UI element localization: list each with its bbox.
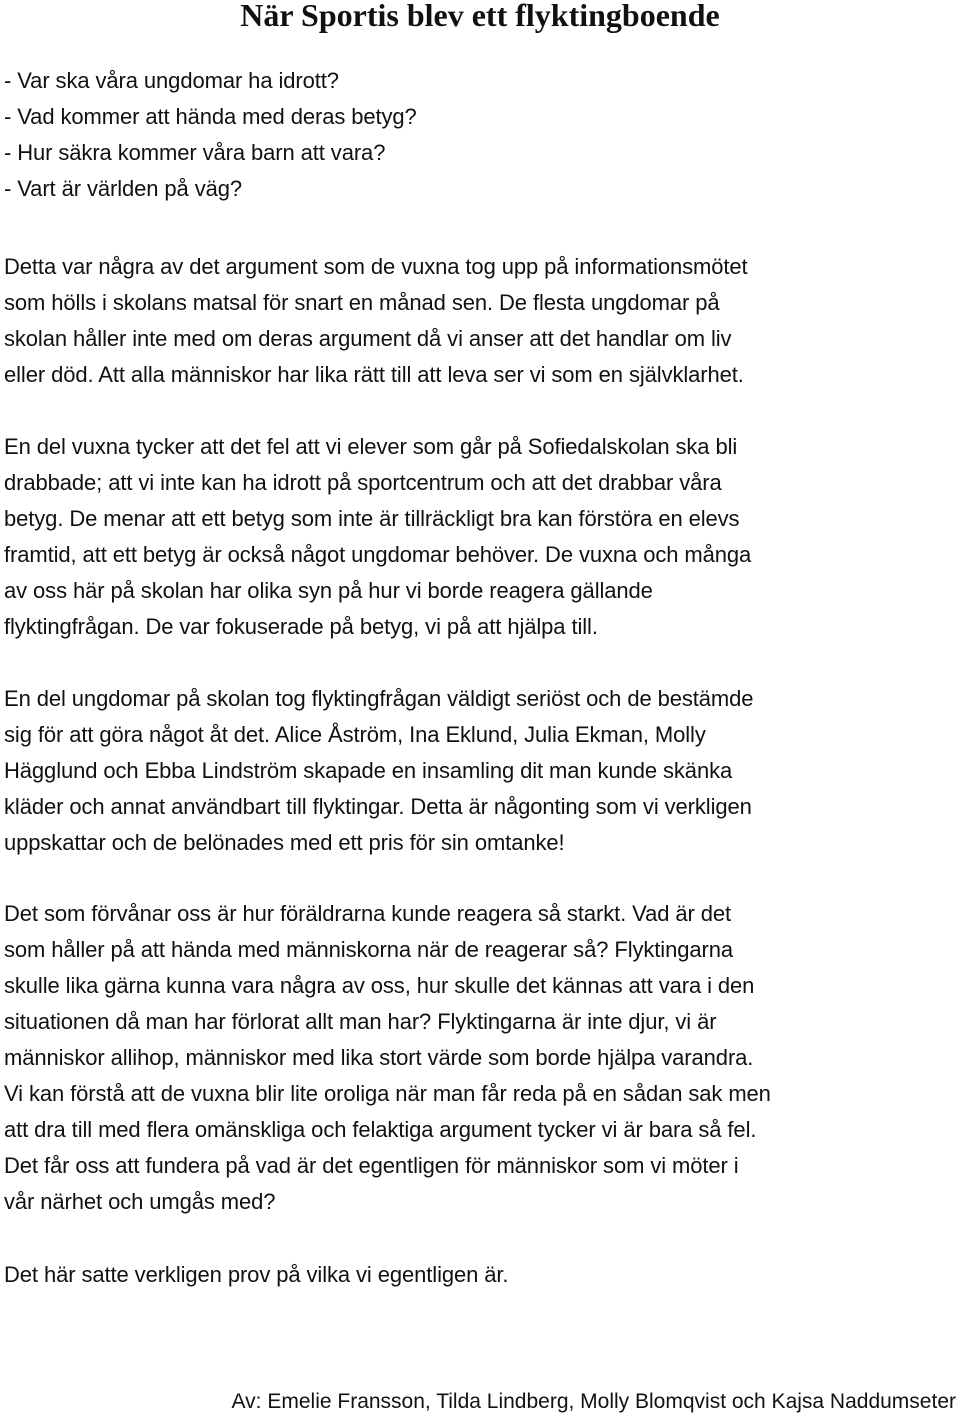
paragraph-line: skulle lika gärna kunna vara några av oss, hur skulle det kännas att vara i den (4, 973, 755, 998)
paragraph-line: drabbade; att vi inte kan ha idrott på sportcentrum och att det drabbar våra (4, 470, 722, 495)
paragraph-line: Vi kan förstå att de vuxna blir lite oroliga när man får reda på en sådan sak men (4, 1081, 771, 1106)
paragraph-line: att dra till med flera omänskliga och felaktiga argument tycker vi är bara så fel. (4, 1117, 757, 1142)
paragraph-line: flyktingfrågan. De var fokuserade på betyg, vi på att hjälpa till. (4, 614, 598, 639)
paragraph-line: eller död. Att alla människor har lika rätt till att leva ser vi som en självklarhet. (4, 362, 744, 387)
question-item: - Var ska våra ungdomar ha idrott? (4, 68, 339, 93)
author-byline: Av: Emelie Fransson, Tilda Lindberg, Molly Blomqvist och Kajsa Naddumseter (231, 1390, 956, 1413)
paragraph-line: av oss här på skolan har olika syn på hur vi borde reagera gällande (4, 578, 653, 603)
paragraph-4 (4, 896, 956, 1220)
paragraph-line: som håller på att hända med människorna när de reagerar så? Flyktingarna (4, 937, 733, 962)
article-title: När Sportis blev ett flyktingboende (240, 0, 720, 33)
paragraph-3 (4, 681, 956, 861)
paragraph-line: betyg. De menar att ett betyg som inte är tillräckligt bra kan förstöra en elevs (4, 506, 740, 531)
paragraph-line: Det som förvånar oss är hur föräldrarna kunde reagera så starkt. Vad är det (4, 901, 732, 926)
paragraph-line: Det här satte verkligen prov på vilka vi egentligen är. (4, 1262, 509, 1287)
paragraph-line: uppskattar och de belönades med ett pris för sin omtanke! (4, 830, 565, 855)
paragraph-line: skolan håller inte med om deras argument då vi anser att det handlar om liv (4, 326, 732, 351)
paragraph-1 (4, 249, 956, 393)
paragraph-line: En del ungdomar på skolan tog flyktingfrågan väldigt seriöst och de bestämde (4, 686, 754, 711)
paragraph-line: kläder och annat användbart till flyktingar. Detta är någonting som vi verkligen (4, 794, 752, 819)
paragraph-line: sig för att göra något åt det. Alice Åström, Ina Eklund, Julia Ekman, Molly (4, 722, 706, 747)
question-item: - Vart är världen på väg? (4, 176, 242, 201)
paragraph-line: situationen då man har förlorat allt man har? Flyktingarna är inte djur, vi är (4, 1009, 717, 1034)
paragraph-line: Hägglund och Ebba Lindström skapade en insamling dit man kunde skänka (4, 758, 733, 783)
paragraph-5 (4, 1257, 956, 1293)
paragraph-line: Detta var några av det argument som de vuxna tog upp på informationsmötet (4, 254, 748, 279)
paragraph-line: vår närhet och umgås med? (4, 1189, 276, 1214)
paragraph-line: människor allihop, människor med lika stort värde som borde hjälpa varandra. (4, 1045, 754, 1070)
paragraph-line: framtid, att ett betyg är också något ungdomar behöver. De vuxna och många (4, 542, 752, 567)
question-item: - Vad kommer att hända med deras betyg? (4, 104, 417, 129)
paragraph-2 (4, 429, 956, 645)
question-item: - Hur säkra kommer våra barn att vara? (4, 140, 386, 165)
paragraph-line: Det får oss att fundera på vad är det egentligen för människor som vi möter i (4, 1153, 739, 1178)
paragraph-line: En del vuxna tycker att det fel att vi elever som går på Sofiedalskolan ska bli (4, 434, 738, 459)
paragraph-line: som hölls i skolans matsal för snart en månad sen. De flesta ungdomar på (4, 290, 720, 315)
question-list (4, 63, 956, 207)
